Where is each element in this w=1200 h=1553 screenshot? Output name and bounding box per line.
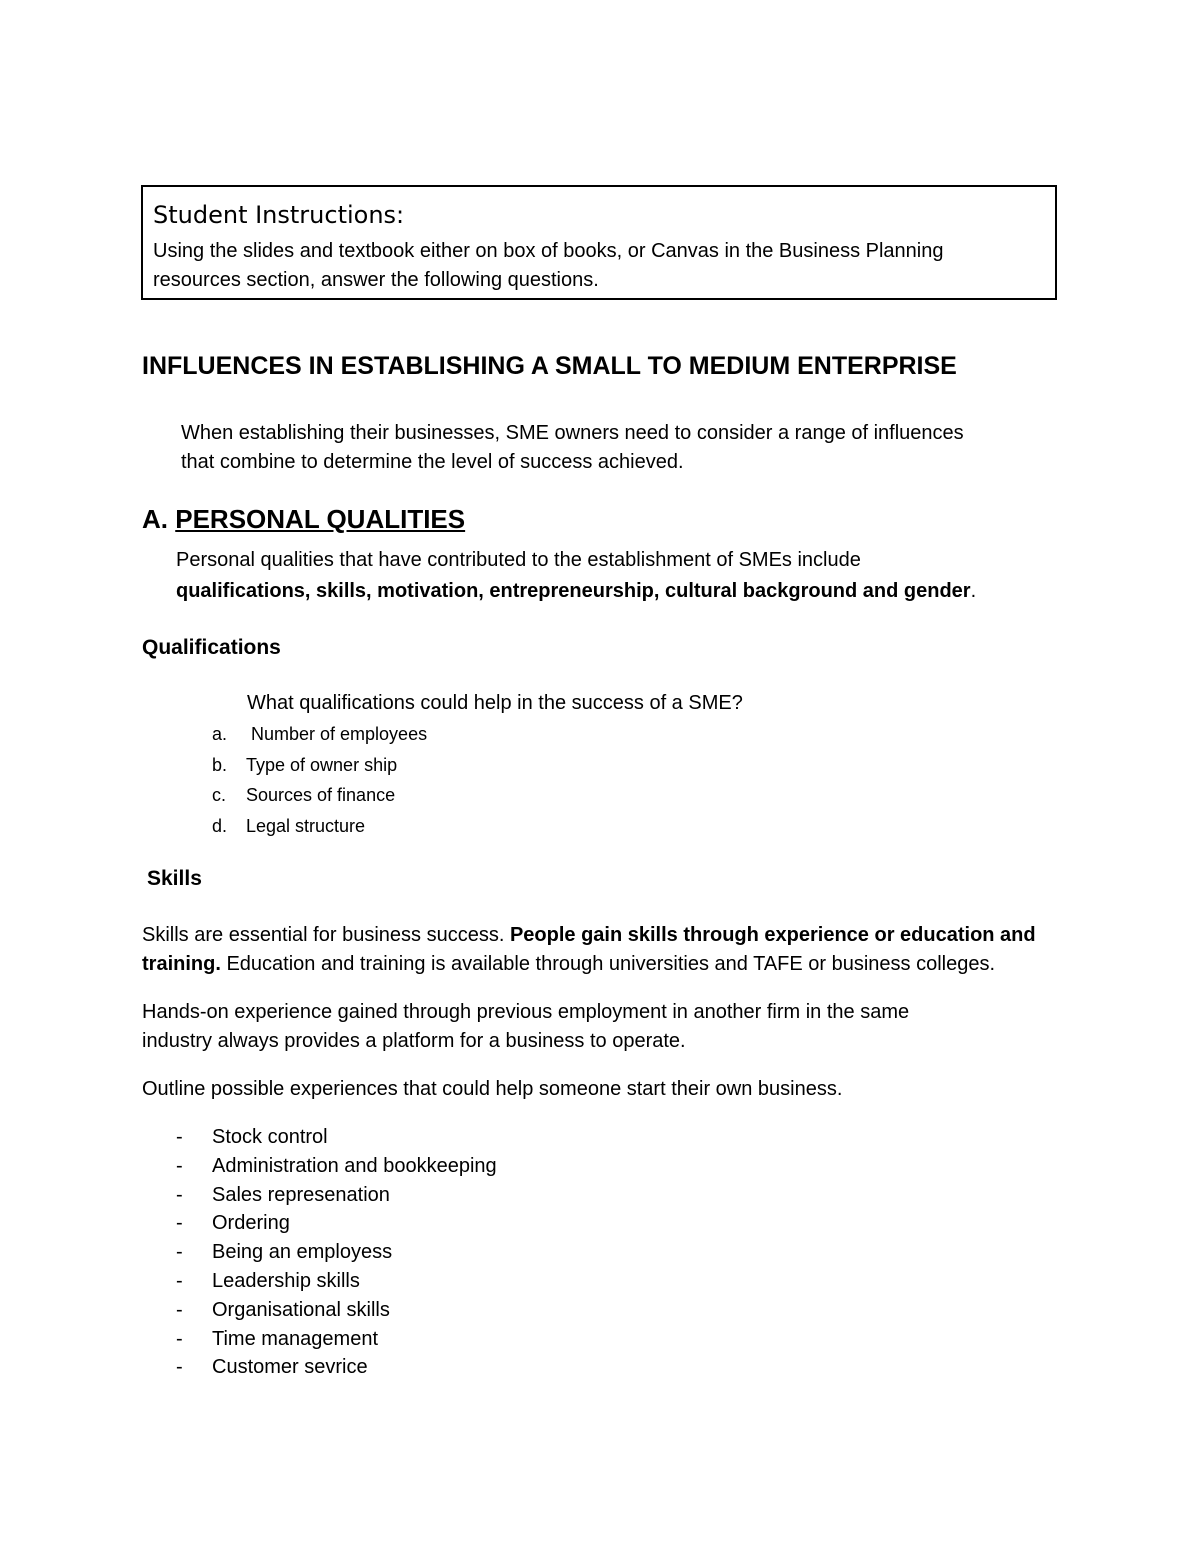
section-a-heading [142,504,465,535]
list-item [176,1270,676,1296]
list-item [176,1241,676,1267]
skills-paragraph-1-line-1 [142,924,1036,947]
list-item [176,1184,676,1210]
instructions-line-2: resources section, answer the following questions. [153,269,599,291]
section-a-title: PERSONAL QUALITIES [175,504,466,534]
list-text: Type of owner ship [246,755,398,775]
skills-bold-text: training. [142,953,221,975]
list-item [176,1356,676,1382]
personal-qualities-line-1: Personal qualities that have contributed to the establishment of SMEs include [176,549,861,571]
list-text: Sources of finance [246,785,396,805]
skills-paragraph-2-line-1: Hands-on experience gained through previous employment in another firm in the same [142,1001,910,1023]
section-a-prefix: A. [142,504,168,534]
list-text: Number of employees [246,724,428,744]
list-dash: - [176,1126,183,1148]
list-marker: c. [212,785,227,805]
skills-question: Outline possible experiences that could help someone start their own business. [142,1078,843,1100]
list-marker: d. [212,816,228,836]
list-item [212,785,612,809]
list-dash: - [176,1183,183,1206]
skills-heading: Skills [147,867,202,890]
list-item [212,724,612,748]
list-text: Stock control [212,1126,328,1148]
list-item [176,1155,676,1181]
list-text: Customer sevrice [212,1356,368,1379]
list-text: Being an employess [212,1241,393,1264]
list-text: Leadership skills [212,1270,360,1292]
list-dash: - [176,1327,183,1350]
qualifications-heading: Qualifications [142,636,281,659]
intro-line-1: When establishing their businesses, SME owners need to consider a range of influences [181,422,964,444]
list-text: Sales represenation [212,1183,390,1206]
list-text: Legal structure [246,816,366,836]
skills-bold-text: People gain skills through experience or education and [509,924,1036,946]
skills-paragraph-2-line-2: industry always provides a platform for a business to operate. [142,1030,686,1052]
personal-qualities-period: . [970,580,977,602]
main-heading: INFLUENCES IN ESTABLISHING A SMALL TO MEDIUM ENTERPRISE [142,352,957,380]
list-marker: b. [212,755,228,775]
list-dash: - [176,1154,183,1177]
list-dash: - [176,1298,183,1321]
personal-qualities-list: qualifications, skills, motivation, entrepreneurship, cultural background and gender [176,580,971,602]
list-text: Organisational skills [212,1298,390,1321]
list-text: Time management [212,1327,378,1350]
list-item [176,1126,676,1152]
list-dash: - [176,1212,183,1235]
list-text: Administration and bookkeeping [212,1154,497,1177]
intro-line-2: that combine to determine the level of success achieved. [181,451,684,473]
list-item [212,755,612,779]
qualifications-question: What qualifications could help in the success of a SME? [247,692,743,714]
skills-paragraph-1-line-2 [142,953,995,976]
list-dash: - [176,1270,183,1292]
list-item [212,816,612,840]
list-dash: - [176,1356,183,1379]
list-dash: - [176,1241,183,1264]
skills-text: Education and training is available through universities and TAFE or business colleges. [220,953,996,975]
skills-text: Skills are essential for business success. [142,924,510,946]
instructions-title: Student Instructions: [153,201,405,229]
instructions-line-1: Using the slides and textbook either on box of books, or Canvas in the Business Planning [153,240,944,262]
instructions-box [141,185,1057,300]
list-item [176,1328,676,1354]
list-item [176,1212,676,1238]
list-marker: a. [212,724,228,744]
personal-qualities-line-2 [176,580,976,603]
list-text: Ordering [212,1212,290,1235]
list-item [176,1299,676,1325]
